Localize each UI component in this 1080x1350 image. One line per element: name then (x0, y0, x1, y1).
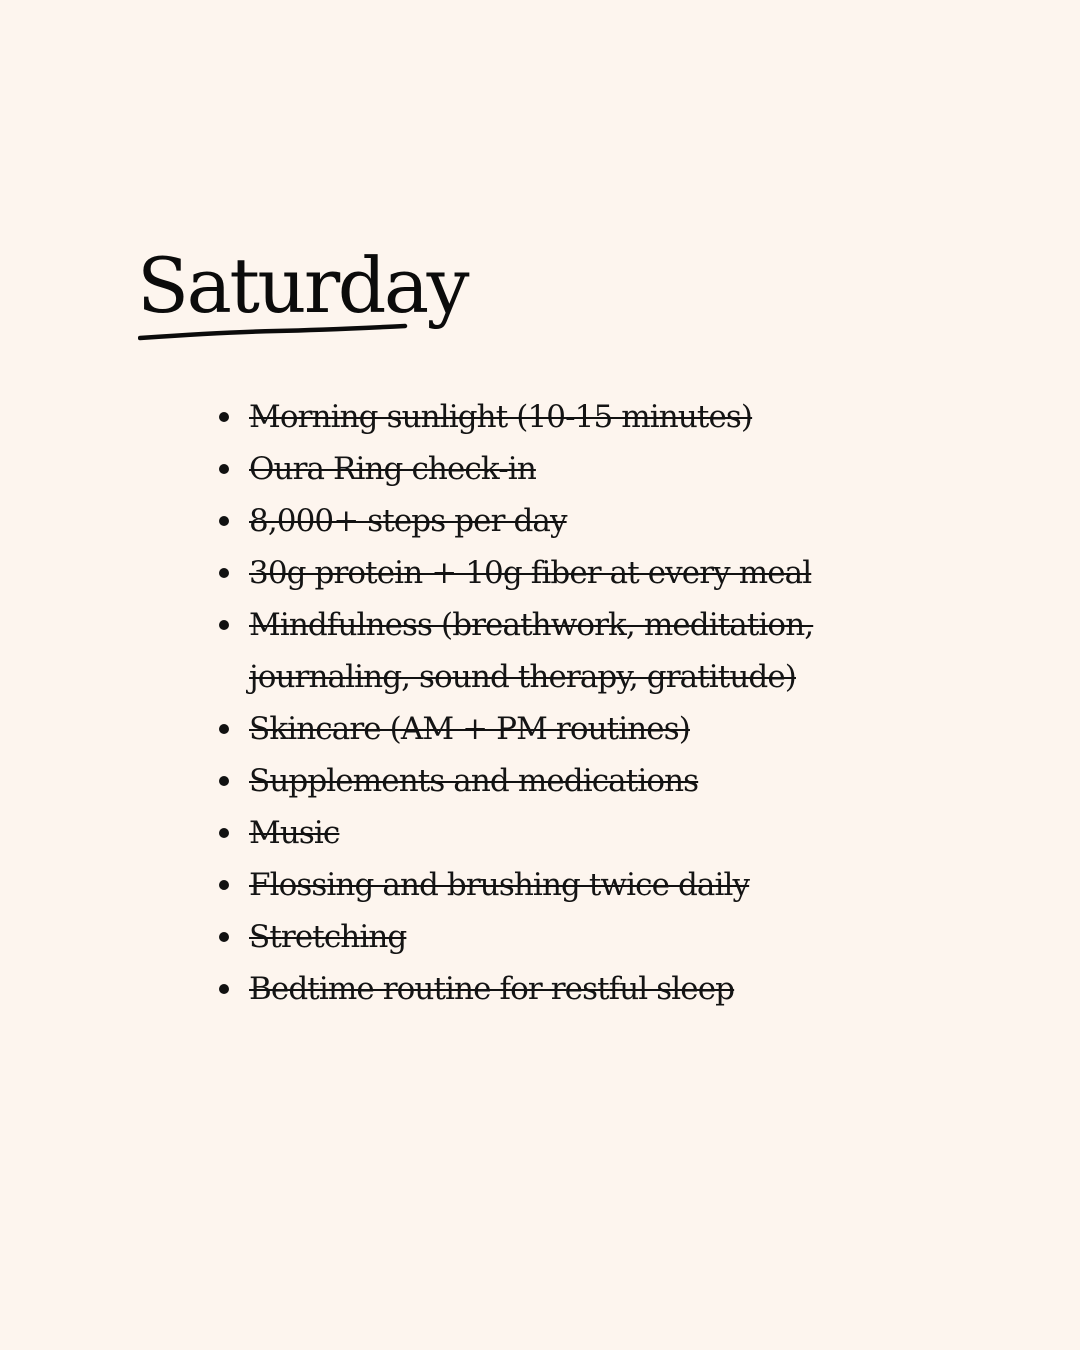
task-label: Flossing and brushing twice daily (249, 867, 750, 903)
bullet-icon (219, 724, 229, 734)
task-label: Music (249, 815, 340, 851)
list-item (210, 391, 930, 443)
list-item (210, 599, 930, 703)
task-label: Morning sunlight (10-15 minutes) (249, 399, 753, 435)
task-label: Stretching (249, 919, 407, 955)
bullet-icon (219, 568, 229, 578)
bullet-icon (219, 516, 229, 526)
page-title: Saturday (137, 241, 468, 330)
task-label: Skincare (AM + PM routines) (249, 711, 690, 747)
task-label: Bedtime routine for restful sleep (249, 971, 735, 1007)
task-label: 30g protein + 10g fiber at every meal (249, 555, 812, 591)
list-item (210, 547, 930, 599)
list-item (210, 807, 930, 859)
title-underline (138, 318, 410, 344)
list-item (210, 495, 930, 547)
bullet-icon (219, 880, 229, 890)
bullet-icon (219, 828, 229, 838)
task-label: Oura Ring check-in (249, 451, 536, 487)
list-item (210, 443, 930, 495)
bullet-icon (219, 464, 229, 474)
bullet-icon (219, 412, 229, 422)
list-item (210, 963, 930, 1015)
bullet-icon (219, 620, 229, 630)
bullet-icon (219, 984, 229, 994)
task-list (210, 391, 930, 1015)
bullet-icon (219, 932, 229, 942)
task-label: Supplements and medications (249, 763, 699, 799)
bullet-icon (219, 776, 229, 786)
list-item (210, 755, 930, 807)
list-item (210, 859, 930, 911)
task-label: 8,000+ steps per day (249, 503, 567, 539)
list-item (210, 703, 930, 755)
task-label: Mindfulness (breathwork, meditation, journaling, sound therapy, gratitude) (249, 607, 814, 695)
list-item (210, 911, 930, 963)
